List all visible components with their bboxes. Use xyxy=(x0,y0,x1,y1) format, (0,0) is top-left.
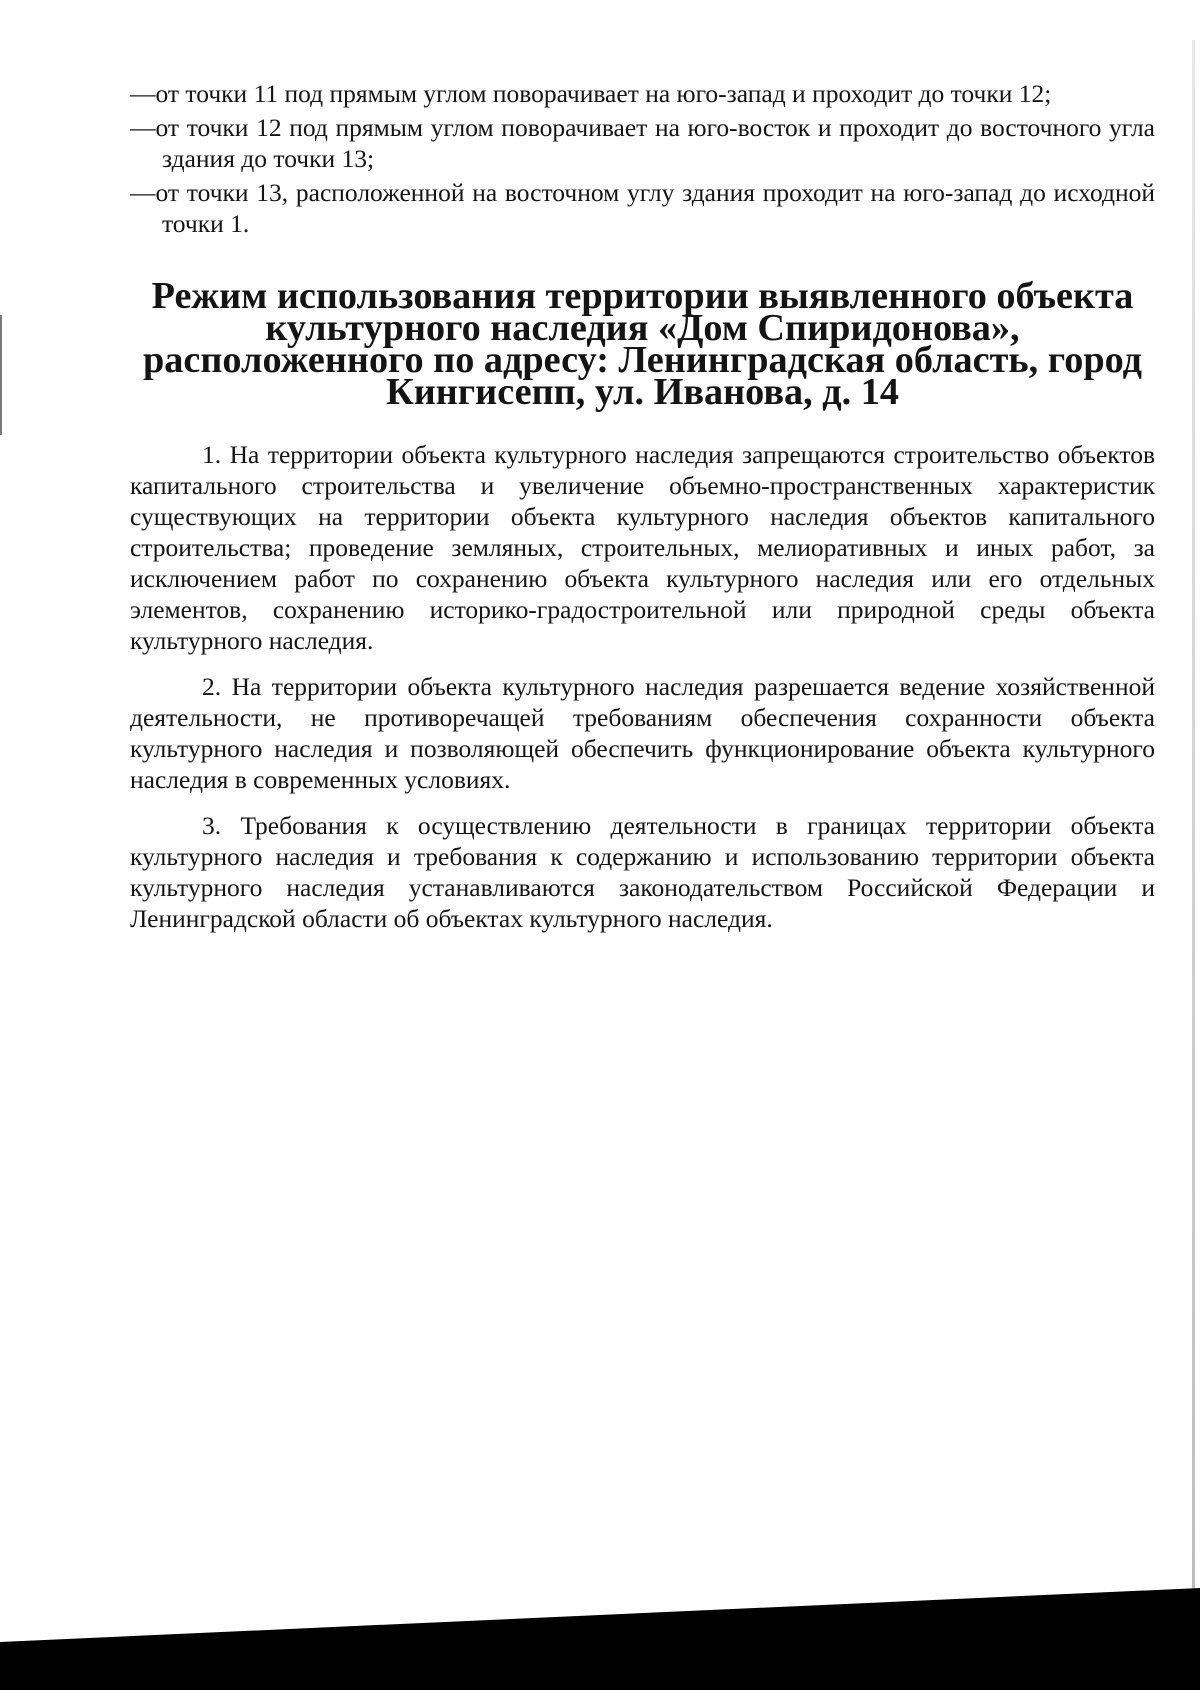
paragraph-1-prohibitions: 1. На территории объекта культурного наследия запрещаются строительство объектов капитального строительства и увеличение объемно-пространственных характеристик существующих на территории объекта культурного наследия объектов капитального строительства; проведение земляных, строительных, мелиоративных и иных работ, за исключением работ по сохранению объекта культурного наследия или его отдельных элементов, сохранению историко-градостроительной или природной среды объекта культурного наследия. xyxy=(130,440,1155,655)
section-title: Режим использования территории выявленного объекта культурного наследия «Дом Спиридонова», расположенного по адресу: Ленинградская область, город Кингисепп, ул. Иванова, д. 14 xyxy=(143,275,1142,413)
scan-bottom-border xyxy=(0,1588,1200,1690)
boundary-point-11: —от точки 11 под прямым углом поворачивает на юго-запад и проходит до точки 12; xyxy=(130,79,1052,108)
boundary-point-12: —от точки 12 под прямым углом поворачивает на юго-восток и проходит до восточного угла здания до точки 13; xyxy=(130,113,1155,173)
paragraph-2-permitted-activity: 2. На территории объекта культурного наследия разрешается ведение хозяйственной деятельности, не противоречащей требованиям обеспечения сохранности объекта культурного наследия и позволяющей обеспечить функционирование объекта культурного наследия в современных условиях. xyxy=(130,672,1155,794)
boundary-point-13: —от точки 13, расположенной на восточном углу здания проходит на юго-запад до исходной точки 1. xyxy=(130,178,1155,238)
paragraph-3-requirements: 3. Требования к осуществлению деятельности в границах территории объекта культурного наследия и требования к содержанию и использованию территории объекта культурного наследия устанавливаются законодательством Российской Федерации и Ленинградской области об объектах культурного наследия. xyxy=(130,811,1155,933)
